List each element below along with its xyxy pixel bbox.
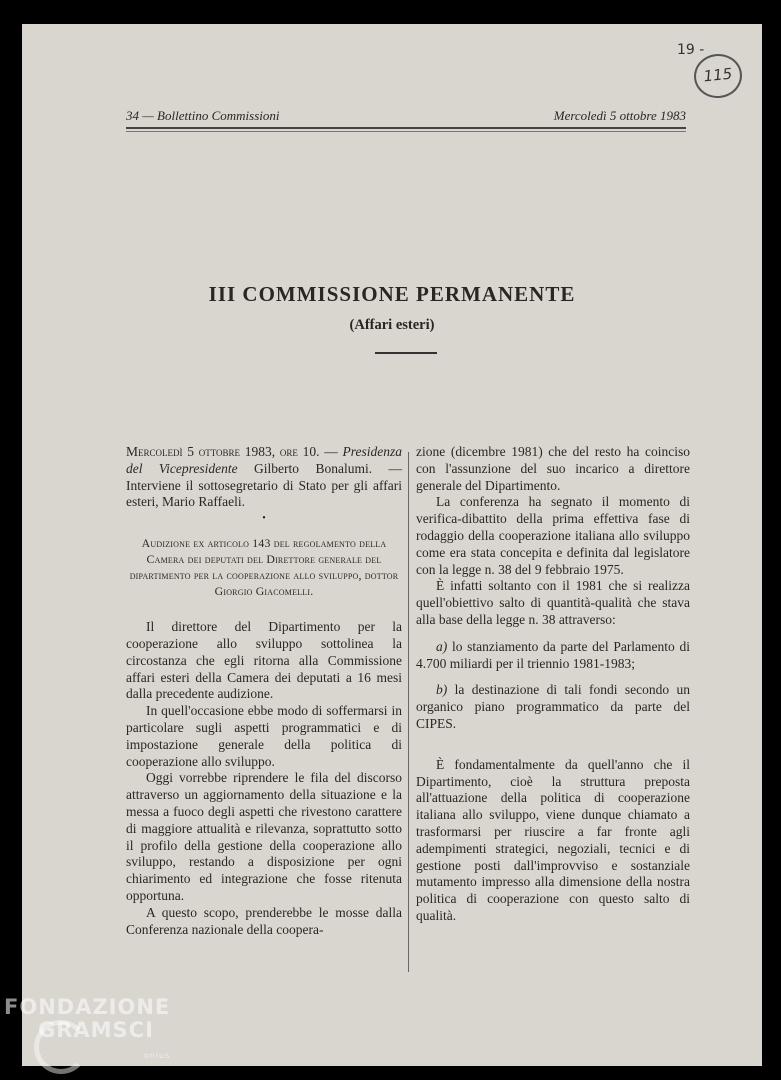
page-title: III COMMISSIONE PERMANENTE xyxy=(208,282,576,306)
paragraph-continuation: zione (dicembre 1981) che del resto ha coinciso con l'assunzione del suo incarico a direttore generale del Dipartimento. xyxy=(416,444,690,493)
watermark-line1: FONDAZIONE xyxy=(4,995,171,1019)
paragraph: In quell'occasione ebbe modo di soffermarsi in particolare sugli aspetti programmatici e di impostazione generale della politica di cooperazione allo sviluppo. xyxy=(126,703,402,769)
paragraph: È fondamentalmente da quell'anno che il Dipartimento, cioè la struttura preposta all'attuazione della politica di cooperazione italiana allo sviluppo, viene dunque chiamato a trasformarsi per riuscire a far fronte agli adempimenti strategici, negoziali, tecnici e di gestione posti dall'improvviso e sostanziale mutamento impresso alla dimensione della nostra politica di cooperazione con questo salto di qualità. xyxy=(416,756,690,923)
list-item-a xyxy=(416,639,690,673)
page-subtitle: (Affari esteri) xyxy=(349,317,435,333)
list-text-a: lo stanziamento da parte del Parlamento di 4.700 miliardi per il triennio 1981-1983; xyxy=(416,638,690,671)
right-column xyxy=(416,444,690,925)
spacer xyxy=(416,733,690,757)
handwritten-page-number: 19 - xyxy=(677,42,705,58)
paragraph: Il direttore del Dipartimento per la cooperazione allo sviluppo sottolinea la circostanza che egli ritorna alla Commissione affari esteri della Camera dei deputati a 16 mesi dalla precedente audizione. xyxy=(126,619,402,702)
session-intro xyxy=(126,444,402,511)
circled-archive-number: 115 xyxy=(692,52,744,101)
document-page xyxy=(22,24,762,1066)
paragraph: Oggi vorrebbe riprendere le fila del discorso attraverso un aggiornamento della situazione e la messa a fuoco degli aspetti che rivestono carattere di maggiore attualità e rilevanza, soprattutto sotto il profilo della gestione della cooperazione allo sviluppo, restando a disposizione per ogni chiarimento ed integrazione che fosse ritenuta opportuna. xyxy=(126,770,402,903)
session-date: Mercoledì 5 ottobre 1983, ore 10. — xyxy=(126,444,338,459)
spacer xyxy=(416,629,690,639)
left-column xyxy=(126,444,402,938)
paragraph: La conferenza ha segnato il momento di verifica-dibattito della prima effettiva fase di rodaggio della cooperazione italiana allo sviluppo come era stata concepita e definita dal legislatore con la legge n. 38 del 9 febbraio 1975. xyxy=(416,494,690,577)
header-date: Mercoledì 5 ottobre 1983 xyxy=(553,108,686,123)
list-label-b: b) xyxy=(436,682,448,698)
watermark-line3: onlus xyxy=(143,1051,171,1060)
title-divider xyxy=(375,352,437,354)
header-rule-thin xyxy=(126,131,686,132)
watermark xyxy=(4,996,170,1067)
header-rule xyxy=(126,127,686,129)
watermark-line2: GRAMSCI xyxy=(38,1018,154,1042)
header-publication: 34 — Bollettino Commissioni xyxy=(126,108,280,123)
session-presidency: Presidenza del Vicepresidente xyxy=(126,444,403,476)
session-details: Gilberto Bonalumi. — Interviene il sottosegretario di Stato per gli affari esteri, Mario Raffaeli. xyxy=(126,460,402,510)
paragraph: È infatti soltanto con il 1981 che si realizza quell'obiettivo salto di quantità-qualità che stava alla base della legge n. 38 attraverso: xyxy=(416,578,690,627)
section-bullet: • xyxy=(262,513,266,525)
hearing-heading: Audizione ex articolo 143 del regolamento della Camera dei deputati del Direttore generale del dipartimento per la cooperazione allo sviluppo, dottor Giorgio Giacomelli. xyxy=(129,536,399,599)
list-text-b: la destinazione di tali fondi secondo un organico piano programmatico da parte del CIPES. xyxy=(416,682,691,731)
paragraph: A questo scopo, prenderebbe le mosse dalla Conferenza nazionale della coopera- xyxy=(126,904,402,937)
column-divider xyxy=(408,452,409,972)
list-item-b xyxy=(416,682,690,732)
list-label-a: a) xyxy=(436,638,448,654)
spacer xyxy=(416,672,690,682)
